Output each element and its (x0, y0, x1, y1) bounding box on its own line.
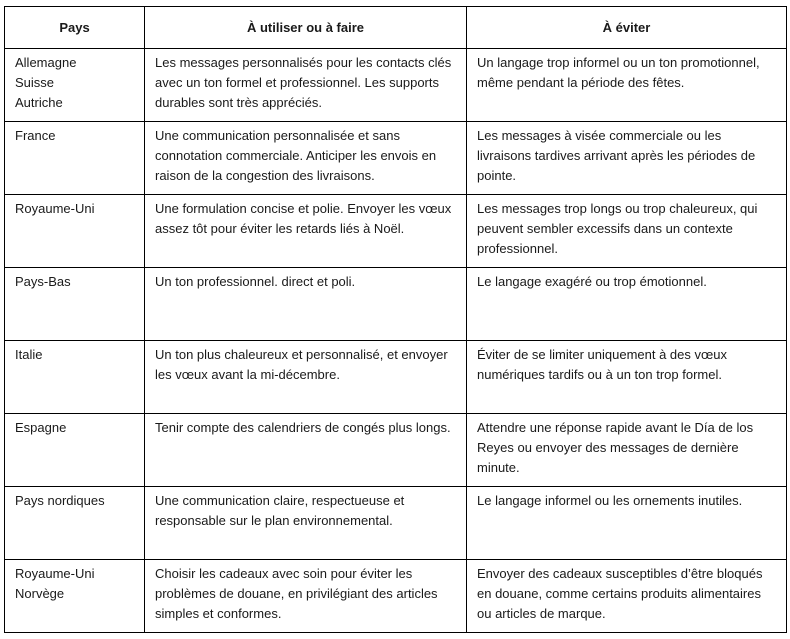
table-row (5, 341, 787, 414)
cell-pays (5, 195, 145, 268)
cell-a-faire: Choisir les cadeaux avec soin pour éviter les problèmes de douane, en privilégiant des articles simples et conformes. (145, 560, 467, 633)
header-pays: Pays (5, 7, 145, 49)
country-guidelines-table (4, 6, 787, 633)
table-body (5, 49, 787, 633)
country-name: Pays nordiques (15, 493, 105, 508)
table-header (5, 7, 787, 49)
cell-a-eviter: Envoyer des cadeaux susceptibles d’être bloqués en douane, comme certains produits alimentaires ou articles de marque. (467, 560, 787, 633)
cell-pays (5, 49, 145, 122)
cell-a-eviter: Les messages trop longs ou trop chaleureux, qui peuvent sembler excessifs dans un contexte professionnel. (467, 195, 787, 268)
cell-a-faire: Un ton professionnel. direct et poli. (145, 268, 467, 341)
table-row (5, 195, 787, 268)
country-name: Suisse (15, 75, 55, 90)
cell-a-faire: Une communication personnalisée et sans connotation commerciale. Anticiper les envois en raison de la congestion des livraisons. (145, 122, 467, 195)
cell-pays (5, 560, 145, 633)
cell-a-faire: Tenir compte des calendriers de congés plus longs. (145, 414, 467, 487)
country-name: France (15, 128, 56, 143)
table-row (5, 560, 787, 633)
cell-a-eviter: Attendre une réponse rapide avant le Día de los Reyes ou envoyer des messages de dernière minute. (467, 414, 787, 487)
country-name: Autriche (15, 95, 63, 110)
country-name: Italie (15, 347, 43, 362)
header-row (5, 7, 787, 49)
cell-pays (5, 341, 145, 414)
cell-pays (5, 414, 145, 487)
table-row (5, 49, 787, 122)
table-row (5, 414, 787, 487)
cell-a-faire: Un ton plus chaleureux et personnalisé, et envoyer les vœux avant la mi-décembre. (145, 341, 467, 414)
cell-pays (5, 268, 145, 341)
country-name: Espagne (15, 420, 67, 435)
table-row (5, 487, 787, 560)
cell-a-eviter: Éviter de se limiter uniquement à des vœux numériques tardifs ou à un ton trop formel. (467, 341, 787, 414)
cell-pays (5, 487, 145, 560)
table-row (5, 268, 787, 341)
cell-a-eviter: Un langage trop informel ou un ton promotionnel, même pendant la période des fêtes. (467, 49, 787, 122)
cell-a-eviter: Le langage exagéré ou trop émotionnel. (467, 268, 787, 341)
header-a-faire: À utiliser ou à faire (145, 7, 467, 49)
country-name: Norvège (15, 586, 65, 601)
cell-pays (5, 122, 145, 195)
country-name: Allemagne (15, 55, 77, 70)
cell-a-faire: Une formulation concise et polie. Envoyer les vœux assez tôt pour éviter les retards liés à Noël. (145, 195, 467, 268)
country-name: Royaume-Uni (15, 201, 95, 216)
country-name: Royaume-Uni (15, 566, 95, 581)
table-row (5, 122, 787, 195)
header-a-eviter: À éviter (467, 7, 787, 49)
country-name: Pays-Bas (15, 274, 71, 289)
cell-a-faire: Une communication claire, respectueuse et responsable sur le plan environnemental. (145, 487, 467, 560)
cell-a-eviter: Le langage informel ou les ornements inutiles. (467, 487, 787, 560)
cell-a-eviter: Les messages à visée commerciale ou les livraisons tardives arrivant après les périodes de pointe. (467, 122, 787, 195)
cell-a-faire: Les messages personnalisés pour les contacts clés avec un ton formel et professionnel. Les supports durables sont très appréciés. (145, 49, 467, 122)
